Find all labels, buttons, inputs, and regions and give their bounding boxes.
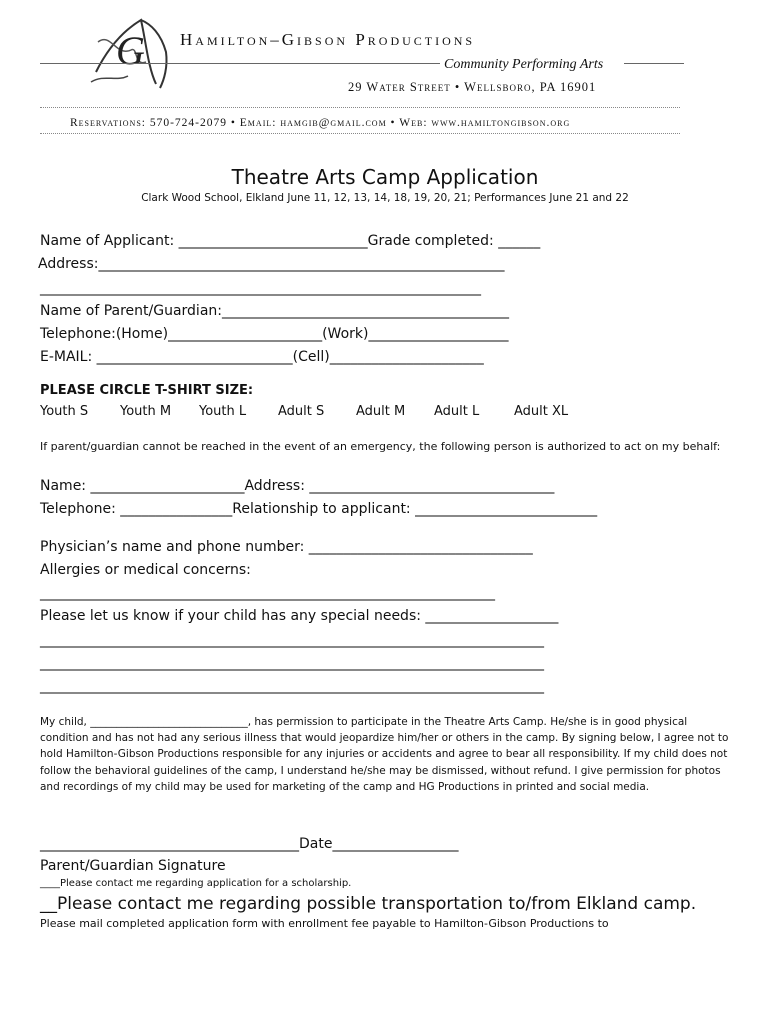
tshirt-adult-xl[interactable]: Adult XL xyxy=(514,404,569,419)
header-rule-dotted xyxy=(40,107,680,108)
form-subtitle: Clark Wood School, Elkland June 11, 12, 13, 14, 18, 19, 20, 21; Performances June 21 and 22 xyxy=(141,192,629,204)
physician-field[interactable]: Physician’s name and phone number: ________________________________ xyxy=(40,539,533,555)
permission-text: My child, ______________________________, has permission to participate in the Theatre Arts Camp. He/she is in good physical condition and has not had any serious illness that would jeopardize him/her or others in the camp. By signing below, I agree not to hold Hamilton-Gibson Productions responsible for any injuries or accidents and agree to bear all responsibility. If my child does not follow the behavioral guidelines of the camp, I understand he/she may be dismissed, without refund. I give permission for photos and recordings of my child may be used for marketing of the camp and HG Productions in printed and social media. xyxy=(40,716,729,793)
parent-guardian-field[interactable]: Name of Parent/Guardian:_________________________________________ xyxy=(40,303,509,319)
applicant-name-grade-field[interactable]: Name of Applicant: ___________________________Grade completed: ______ xyxy=(40,233,541,249)
emergency-name-address-field[interactable]: Name: ______________________Address: ___________________________________ xyxy=(40,478,555,494)
emergency-phone-relationship-field[interactable]: Telephone: ________________Relationship to applicant: __________________________ xyxy=(40,501,598,517)
logo-letter: G xyxy=(116,28,145,73)
scholarship-checkbox-line[interactable]: ____Please contact me regarding application for a scholarship. xyxy=(40,878,352,889)
emergency-text: If parent/guardian cannot be reached in the event of an emergency, the following person is authorized to act on my behalf: xyxy=(40,440,721,453)
tshirt-heading: PLEASE CIRCLE T-SHIRT SIZE: xyxy=(40,383,254,398)
address-field-line-2[interactable]: _______________________________________________________________ xyxy=(40,280,481,296)
tshirt-youth-m[interactable]: Youth M xyxy=(120,404,172,419)
tshirt-youth-s[interactable]: Youth S xyxy=(40,404,89,419)
mail-instructions: Please mail completed application form with enrollment fee payable to Hamilton-Gibson Productions to xyxy=(40,917,609,930)
tshirt-adult-s[interactable]: Adult S xyxy=(278,404,325,419)
special-needs-line-4[interactable]: ________________________________________________________________________ xyxy=(40,678,544,694)
header-rule-left xyxy=(40,63,440,64)
email-cell-field[interactable]: E-MAIL: ____________________________(Cell)______________________ xyxy=(40,349,484,365)
special-needs-field[interactable]: Please let us know if your child has any special needs: ___________________ xyxy=(40,608,559,624)
allergies-field[interactable]: _________________________________________________________________ xyxy=(40,585,495,601)
allergies-label: Allergies or medical concerns: xyxy=(40,562,251,578)
header-rule-dotted-2 xyxy=(40,133,680,134)
special-needs-line-2[interactable]: ________________________________________________________________________ xyxy=(40,632,544,648)
header-rule-right xyxy=(624,63,684,64)
tshirt-adult-m[interactable]: Adult M xyxy=(356,404,406,419)
signature-date-field[interactable]: _____________________________________Date__________________ xyxy=(40,836,459,852)
telephone-field[interactable]: Telephone:(Home)______________________(Work)____________________ xyxy=(40,326,509,342)
company-tagline: Community Performing Arts xyxy=(444,57,604,72)
signature-label: Parent/Guardian Signature xyxy=(40,858,226,874)
company-name: Hamilton–Gibson Productions xyxy=(180,30,476,49)
special-needs-line-3[interactable]: ________________________________________________________________________ xyxy=(40,655,544,671)
contact-info: Reservations: 570-724-2079 • Email: hamgib@gmail.com • Web: www.hamiltongibson.org xyxy=(70,117,571,129)
tshirt-youth-l[interactable]: Youth L xyxy=(199,404,247,419)
company-address: 29 Water Street • Wellsboro, PA 16901 xyxy=(348,80,597,94)
company-logo xyxy=(86,12,176,92)
address-field[interactable]: Address:__________________________________________________________ xyxy=(38,256,505,272)
form-title: Theatre Arts Camp Application xyxy=(231,165,539,189)
tshirt-adult-l[interactable]: Adult L xyxy=(434,404,480,419)
transportation-checkbox-line[interactable]: __Please contact me regarding possible transportation to/from Elkland camp. xyxy=(40,894,697,914)
